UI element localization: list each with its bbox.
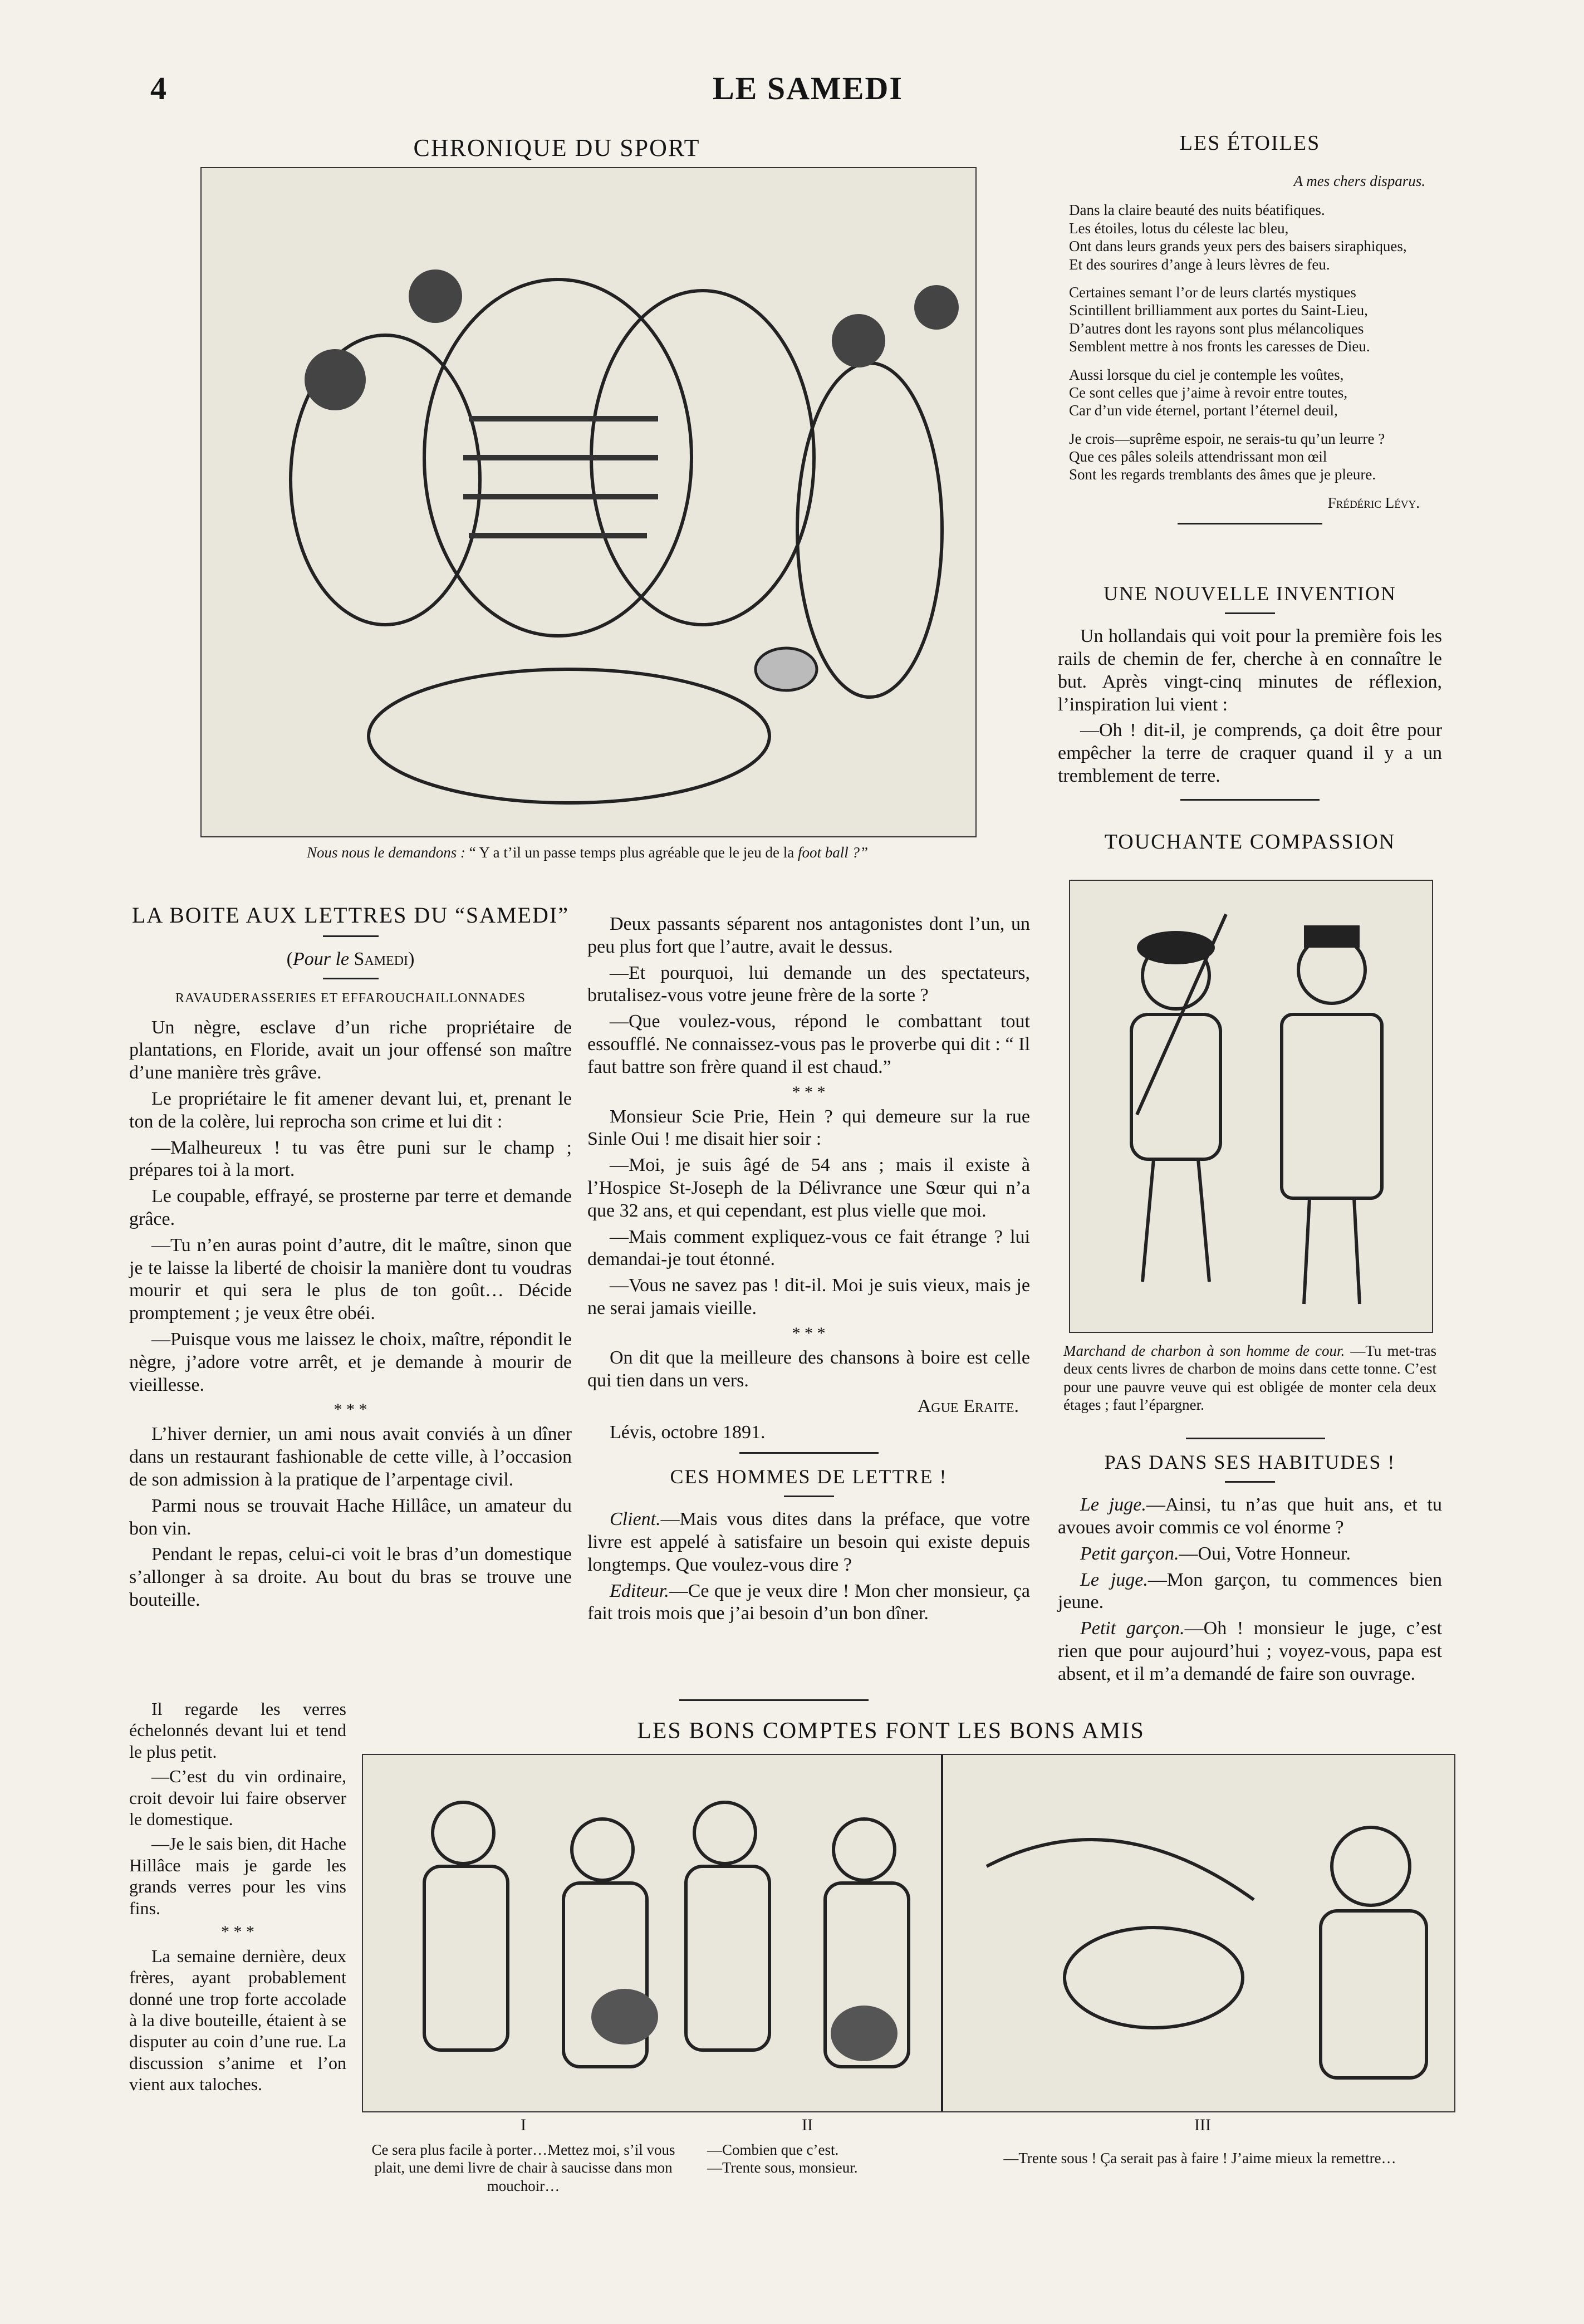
lettre-title: CES HOMMES DE LETTRE !	[670, 1465, 948, 1488]
comptes-title: LES BONS COMPTES FONT LES BONS AMIS	[637, 1718, 1145, 1744]
boite-paragraph: —Vous ne savez pas ! dit-il. Moi je suis vieux, mais je ne serai jamais vieille.	[587, 1275, 1030, 1318]
section-stars: * * *	[792, 1323, 826, 1342]
boite-paragraph: —Malheureux ! tu vas être puni sur le champ ; prépares toi à la mort.	[129, 1137, 572, 1181]
poem-line: Scintillent brilliamment aux portes du Saint-Lieu,	[1069, 302, 1368, 319]
boite-paragraph: L’hiver dernier, un ami nous avait conviés à un dîner dans un restaurant fashionable de cette ville, à l’occasion de son admission à la pratique de l’arpentage civil.	[129, 1424, 572, 1490]
invention-paragraph: —Oh ! dit-il, je comprends, ça doit être pour empêcher la terre de craquer quand il y a un tremblement de terre.	[1058, 720, 1442, 786]
boite-paragraph: Un nègre, esclave d’un riche propriétaire de plantations, en Floride, avait un jour offensé son maître d’une manière très grâve.	[129, 1017, 572, 1083]
invention-title: UNE NOUVELLE INVENTION	[1104, 582, 1396, 605]
page-number: 4	[150, 70, 166, 106]
speaker: Petit garçon.	[1080, 1618, 1185, 1639]
sport-caption-text: “ Y a t’il un passe temps plus agréable que le jeu de la	[469, 844, 795, 861]
sport-caption-end: foot ball ?”	[798, 844, 869, 861]
poem-line: Les étoiles, lotus du céleste lac bleu,	[1069, 219, 1289, 237]
compassion-caption-text: —Tu met-tras deux cents livres de charbon de moins dans cette tonne. C’est pour une pauvre veuve qui est obligée de monter cela deux étages ; faut l’épargner.	[1063, 1342, 1436, 1414]
football-drawing	[202, 168, 975, 836]
habitudes-line	[1058, 1617, 1442, 1685]
dialogue: —Oui, Votre Honneur.	[1179, 1543, 1351, 1564]
habitudes-title: PAS DANS SES HABITUDES !	[1104, 1451, 1396, 1473]
section-stars: * * *	[334, 1400, 367, 1419]
boite-paragraph: —Puisque vous me laissez le choix, maître, répondit le nègre, j’adore votre arrêt, et je demande à mourir de vieillesse.	[129, 1328, 572, 1395]
boite-paragraph: Deux passants séparent nos antagonistes dont l’un, un peu plus fort que l’autre, avait le dessus.	[587, 914, 1030, 957]
subtitle-name: Samedi	[354, 949, 409, 969]
boite-paragraph: —Je le sais bien, dit Hache Hillâce mais je garde les grands verres pour les vins fins.	[129, 1833, 346, 1918]
sport-caption	[200, 844, 974, 861]
panel-caption-1: Ce sera plus facile à porter…Mettez moi, s’il vous plait, une demi livre de chair à saucisse dans mon mouchoir…	[371, 2141, 675, 2194]
dialogue: —Mon garçon, tu commences bien jeune.	[1058, 1569, 1442, 1613]
poem-line: Ont dans leurs grands yeux pers des baisers siraphiques,	[1069, 238, 1407, 255]
boite-signature: Ague Eraite.	[917, 1396, 1019, 1417]
poem-line: D’autres dont les rayons sont plus mélancoliques	[1069, 320, 1364, 337]
divider	[1186, 1438, 1325, 1439]
habitudes-line	[1058, 1543, 1442, 1566]
boite-paragraph: Parmi nous se trouvait Hache Hillâce, un amateur du bon vin.	[129, 1495, 572, 1539]
boite-paragraph: Pendant le repas, celui-ci voit le bras d’un domestique s’allonger à sa droite. Au bout du bras se trouve une bouteille.	[129, 1544, 572, 1610]
panel-label-2: II	[802, 2116, 813, 2134]
section-stars: * * *	[792, 1082, 826, 1101]
boite-paragraph: Le coupable, effrayé, se prosterne par terre et demande grâce.	[129, 1186, 572, 1229]
divider	[1180, 799, 1320, 801]
compassion-caption-italic: Marchand de charbon à son homme de cour.	[1063, 1342, 1345, 1359]
poem-stanza-2	[1069, 283, 1431, 356]
poem-line: Et des sourires d’ange à leurs lèvres de feu.	[1069, 256, 1330, 273]
boite-paragraph: On dit que la meilleure des chansons à boire est celle qui tien dans un vers.	[587, 1347, 1030, 1391]
dialogue: —Ainsi, tu n’as que huit ans, et tu avoues avoir commis ce vol énorme ?	[1058, 1494, 1442, 1538]
poem-stanza-1	[1069, 201, 1431, 273]
boite-paragraph: —Que voulez-vous, répond le combattant tout essoufflé. Ne connaissez-vous pas le proverbe qui dit : “ Il faut battre son frère quand il est chaud.”	[587, 1011, 1030, 1077]
poem-line: Semblent mettre à nos fronts les caresses de Dieu.	[1069, 338, 1370, 355]
dialogue: —Ce que je veux dire ! Mon cher monsieur, ça fait trois mois que j’ai besoin d’un bon dîner.	[587, 1580, 1030, 1624]
speaker: Le juge.	[1080, 1569, 1148, 1590]
habitudes-line	[1058, 1569, 1442, 1615]
divider	[1225, 612, 1275, 614]
boite-dateline: Lévis, octobre 1891.	[610, 1422, 766, 1443]
dialogue: —Mais vous dites dans la préface, que votre livre est appelé à satisfaire un besoin qui existe depuis longtemps. Que voulez-vous dire ?	[587, 1509, 1030, 1575]
etoiles-column	[1069, 131, 1431, 536]
boite-paragraph: Monsieur Scie Prie, Hein ? qui demeure sur la rue Sinle Oui ! me disait hier soir :	[587, 1106, 1030, 1150]
coal-merchant-drawing	[1070, 881, 1432, 1332]
boite-column-1	[129, 902, 572, 1615]
divider	[1178, 523, 1322, 524]
comic-strip	[362, 1754, 1455, 2112]
lettre-line	[587, 1508, 1030, 1576]
boite-paragraph: Il regarde les verres échelonnés devant lui et tend le plus petit.	[129, 1699, 346, 1762]
masthead: LE SAMEDI	[713, 70, 903, 106]
subtitle-pre: Pour le	[292, 949, 349, 969]
boite-narrow-column	[129, 1698, 346, 2099]
speaker: Client.	[610, 1509, 661, 1530]
sport-title: CHRONIQUE DU SPORT	[413, 134, 700, 161]
divider	[739, 1452, 879, 1454]
invention-paragraph: Un hollandais qui voit pour la première fois les rails de chemin de fer, cherche à en connaître le but. Après vingt-cinq minutes de réflexion, l’inspiration lui vient :	[1058, 626, 1442, 715]
dialogue: —Oh ! monsieur le juge, c’est rien que pour aujourd’hui ; voyez-vous, papa est absent, et il m’a demandé de faire son ouvrage.	[1058, 1618, 1442, 1684]
etoiles-title: LES ÉTOILES	[1179, 131, 1321, 155]
boite-subtitle: (Pour le Samedi)	[286, 949, 415, 969]
poem-stanza-3	[1069, 366, 1431, 420]
panel-label-1: I	[521, 2116, 526, 2134]
boite-paragraph: —Moi, je suis âgé de 54 ans ; mais il existe à l’Hospice St-Joseph de la Délivrance une Sœur qui n’a que 32 ans, et qui cependant, est plus vielle que moi.	[587, 1155, 1030, 1221]
poem-stanza-4	[1069, 430, 1431, 484]
divider	[1225, 1481, 1275, 1483]
boite-paragraph: Le propriétaire le fit amener devant lui, et, prenant le ton de la colère, lui reprocha son crime et lui dit :	[129, 1088, 572, 1132]
poem-line: Certaines semant l’or de leurs clartés mystiques	[1069, 283, 1356, 301]
boite-paragraph: —Tu n’en auras point d’autre, dit le maître, sinon que je te laisse la liberté de choisir la manière dont tu voudras mourir et qui sera le plus de ton goût… Décide promptement ; je veux être obéi.	[129, 1234, 572, 1324]
compassion-caption	[1063, 1342, 1436, 1414]
comic-strip-drawing	[363, 1755, 1454, 2111]
football-illustration	[200, 167, 977, 837]
etoiles-poem	[1069, 201, 1431, 483]
boite-paragraph: —Et pourquoi, lui demande un des spectateurs, brutalisez-vous votre jeune frère de la sorte ?	[587, 962, 1030, 1006]
coal-merchant-illustration	[1069, 880, 1433, 1333]
divider	[323, 935, 379, 937]
boite-column-2	[587, 913, 1030, 1629]
poem-line: Aussi lorsque du ciel je contemple les voûtes,	[1069, 366, 1344, 383]
divider	[679, 1699, 869, 1701]
etoiles-signature: Frédéric Lévy.	[1327, 494, 1420, 511]
section-stars: * * *	[221, 1922, 254, 1941]
panel-caption-3: —Trente sous ! Ça serait pas à faire ! J’aime mieux la remettre…	[1003, 2150, 1396, 2166]
poem-line: Que ces pâles soleils attendrissant mon œil	[1069, 448, 1327, 465]
poem-line: Je crois—suprême espoir, ne serais-tu qu’un leurre ?	[1069, 430, 1385, 447]
habitudes-column	[1058, 1450, 1442, 1689]
poem-line: Ce sont celles que j’aime à revoir entre toutes,	[1069, 384, 1348, 401]
panel-label-3: III	[1194, 2116, 1211, 2134]
panel-caption-2: —Combien que c’est. —Trente sous, monsieur.	[707, 2141, 858, 2176]
poem-line: Sont les regards tremblants des âmes que je pleure.	[1069, 466, 1376, 483]
habitudes-line	[1058, 1494, 1442, 1539]
boite-title: LA BOITE AUX LETTRES DU “SAMEDI”	[131, 903, 570, 928]
boite-kicker: RAVAUDERASSERIES ET EFFAROUCHAILLONNADES	[175, 991, 526, 1006]
etoiles-dedication: A mes chers disparus.	[1293, 173, 1425, 189]
boite-paragraph: —C’est du vin ordinaire, croit devoir lui faire observer le domestique.	[129, 1766, 346, 1829]
divider	[784, 1496, 834, 1497]
sport-caption-italic: Nous nous le demandons :	[306, 844, 465, 861]
compassion-title: TOUCHANTE COMPASSION	[1104, 830, 1396, 854]
invention-column	[1058, 582, 1442, 812]
speaker: Le juge.	[1080, 1494, 1146, 1516]
boite-paragraph: —Mais comment expliquez-vous ce fait étrange ? lui demandai-je tout étonné.	[587, 1226, 1030, 1270]
speaker: Petit garçon.	[1080, 1543, 1179, 1564]
poem-line: Car d’un vide éternel, portant l’éternel deuil,	[1069, 402, 1338, 419]
divider	[323, 978, 379, 979]
poem-line: Dans la claire beauté des nuits béatifiques.	[1069, 202, 1325, 219]
speaker: Editeur.	[610, 1580, 669, 1601]
boite-paragraph: La semaine dernière, deux frères, ayant probablement donné une trop forte accolade à la dive bouteille, étaient à se disputer au coin d’une rue. La discussion s’anime et l’on vient aux taloches.	[129, 1945, 346, 2095]
lettre-line	[587, 1580, 1030, 1626]
